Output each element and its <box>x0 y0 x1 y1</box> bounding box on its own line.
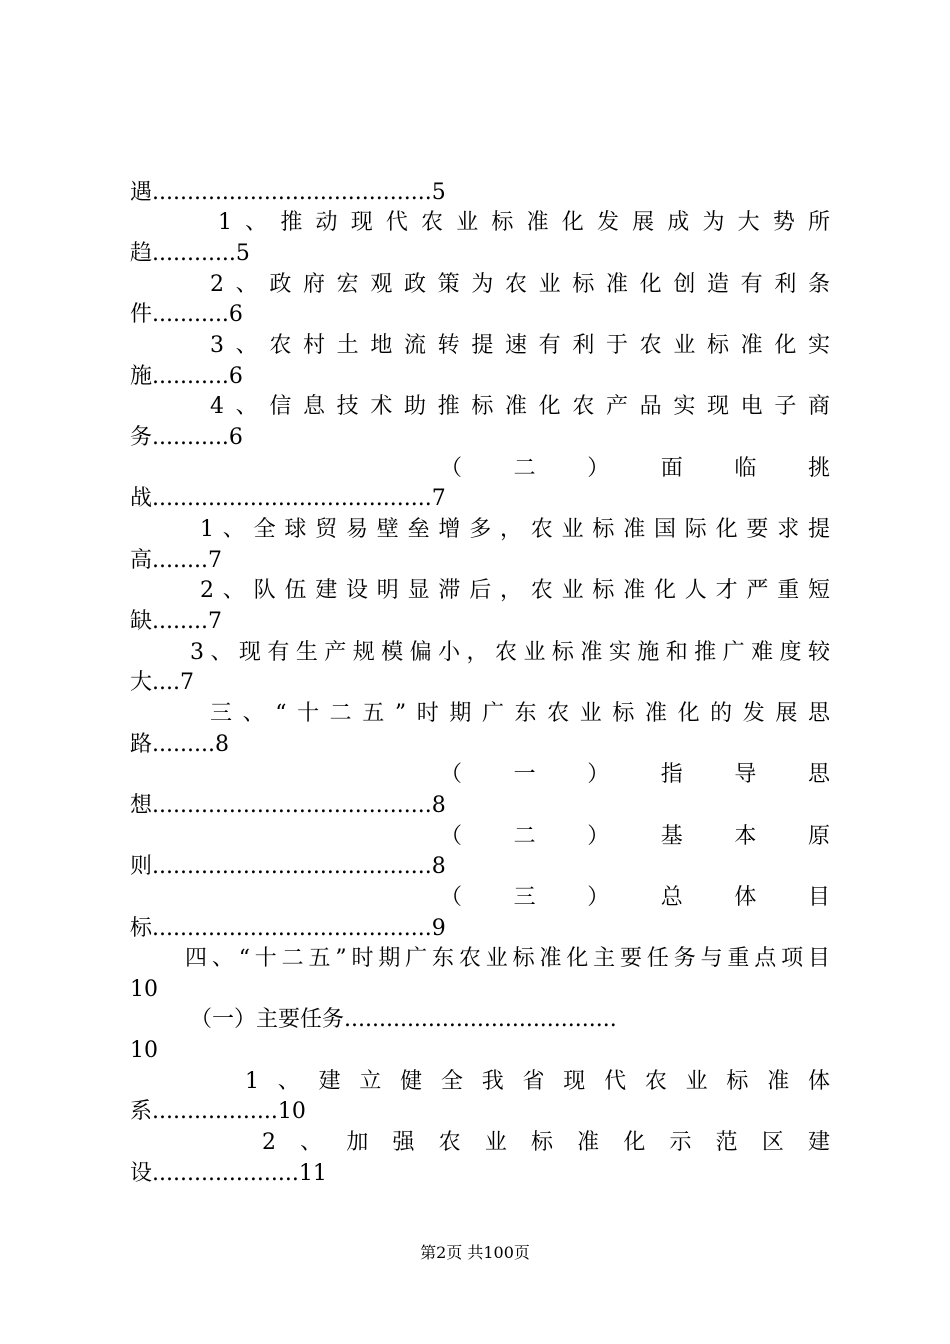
toc-line: 战........................................7 <box>130 486 446 511</box>
toc-line: 1、全球贸易壁垒增多，农业标准国际化要求提 <box>200 517 830 542</box>
toc-line: （ 三 ） 总 体 目 <box>440 885 830 910</box>
toc-line: 大....7 <box>130 670 194 695</box>
toc-line: 路.........8 <box>130 732 229 757</box>
toc-line: （ 二 ） 面 临 挑 <box>440 456 830 481</box>
toc-line: 10 <box>130 977 158 1002</box>
toc-line: 施...........6 <box>130 364 243 389</box>
toc-line: 2、队伍建设明显滞后，农业标准化人才严重短 <box>200 578 830 603</box>
toc-line: 标........................................9 <box>130 916 446 941</box>
toc-line: 想........................................8 <box>130 793 446 818</box>
toc-line: 3、农村土地流转提速有利于农业标准化实 <box>210 333 830 358</box>
toc-line: 遇........................................5 <box>130 180 446 205</box>
toc-line: 2、政府宏观政策为农业标准化创造有利条 <box>210 272 830 297</box>
toc-line: 则........................................8 <box>130 854 446 879</box>
toc-line: 务...........6 <box>130 425 243 450</box>
toc-line: 设.....................11 <box>130 1161 327 1186</box>
toc-line: 1、推动现代农业标准化发展成为大势所 <box>218 210 830 235</box>
toc-line: 缺........7 <box>130 609 222 634</box>
toc-line: 3、现有生产规模偏小，农业标准实施和推广难度较 <box>190 640 830 665</box>
toc-line: 趋............5 <box>130 241 250 266</box>
toc-line: 三、“十二五”时期广东农业标准化的发展思 <box>210 701 830 726</box>
toc-line: （ 二 ） 基 本 原 <box>440 824 830 849</box>
toc-line: 2、加强农业标准化示范区建 <box>262 1130 830 1155</box>
page-number-footer: 第2页 共100页 <box>420 1243 530 1262</box>
toc-line: 4、信息技术助推标准化农产品实现电子商 <box>210 394 830 419</box>
toc-line: 件...........6 <box>130 302 243 327</box>
toc-line: （ 一 ） 指 导 思 <box>440 762 830 787</box>
toc-line: （一）主要任务....................................... <box>190 1007 617 1032</box>
toc-line: 1、建立健全我省现代农业标准体 <box>245 1069 830 1094</box>
toc-line: 高........7 <box>130 548 222 573</box>
toc-line: 四、“十二五”时期广东农业标准化主要任务与重点项目 <box>185 946 830 971</box>
toc-line: 10 <box>130 1038 158 1063</box>
toc-line: 系..................10 <box>130 1099 306 1124</box>
